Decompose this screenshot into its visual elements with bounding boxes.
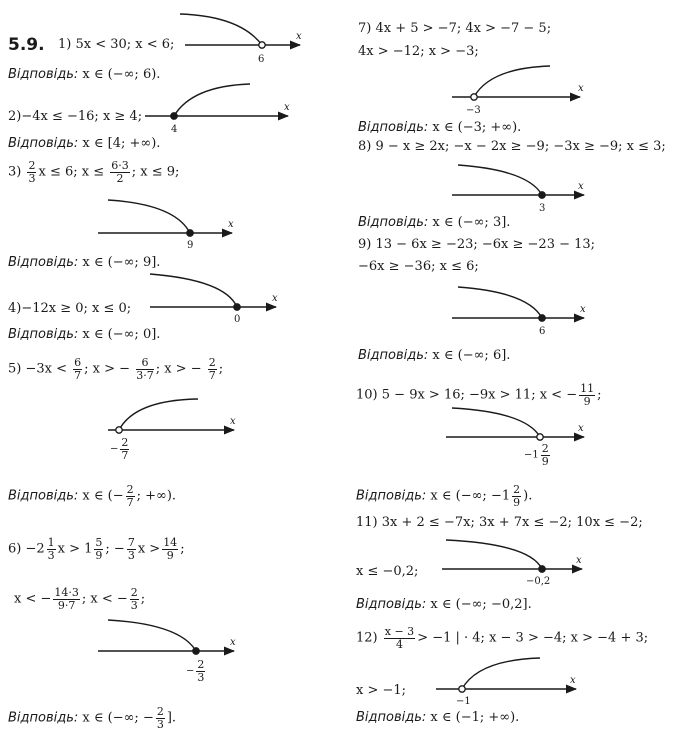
axis-label-3: x xyxy=(228,219,234,230)
item-9-work: 9) 13 − 6x ≥ −23; −6x ≥ −23 − 13; xyxy=(358,237,596,252)
axis-label-4: x xyxy=(272,293,278,304)
axis-label-1: x xyxy=(296,31,302,42)
ray-5 xyxy=(119,399,198,430)
item-5-work: 5) −3x < $\frac{6}{7}$ ; x > − $\frac{6}{3\cdot 7}$ ; x > − $\frac{2}{7}$ ; xyxy=(8,356,224,382)
ray-12 xyxy=(462,658,540,689)
ray-3 xyxy=(108,200,190,233)
item-9-answer: Відповідь: x ∈ (−∞; 6]. xyxy=(358,348,511,363)
point-11-filled xyxy=(539,566,545,572)
tick-3: 9 xyxy=(187,240,194,251)
point-1-open xyxy=(259,42,265,48)
axis-label-8: x xyxy=(578,181,584,192)
item-7-work2: 4x > −12; x > −3; xyxy=(358,44,479,59)
item-11-work: 11) 3x + 2 ≤ −7x; 3x + 7x ≤ −2; 10x ≤ −2; xyxy=(356,515,643,530)
item-8-work: 8) 9 − x ≥ 2x; −x − 2x ≥ −9; −3x ≥ −9; x ≤ 3; xyxy=(358,139,666,154)
axis-label-7: x xyxy=(578,83,584,94)
tick-1: 6 xyxy=(258,54,265,65)
point-5-open xyxy=(116,427,122,433)
point-3-filled xyxy=(187,230,193,236)
axis-label-11: x xyxy=(576,555,582,566)
item-6-work: 6) −2 $\frac{1}{3}$ x > 1 $\frac{5}{9}$ ; − $\frac{7}{3}$ x > $\frac{14}{9}$ ; xyxy=(8,536,185,562)
item-3-answer: Відповідь: x ∈ (−∞; 9]. xyxy=(8,255,161,270)
item-10-answer: Відповідь: x ∈ (−∞; −1 $\frac{2}{9}$ ). xyxy=(356,483,533,509)
item-7-answer: Відповідь: x ∈ (−3; +∞). xyxy=(358,120,522,135)
item-2-work: 2)−4x ≤ −16; x ≥ 4; xyxy=(8,109,143,124)
tick-11: −0,2 xyxy=(526,576,551,587)
item-6-work2: x < − $\frac{14\cdot 3}{9\cdot 7}$ ; x < − $\frac{2}{3}$ ; xyxy=(14,586,146,612)
item-5-answer: Відповідь: x ∈ (− $\frac{2}{7}$ ; +∞). xyxy=(8,483,177,509)
item-6-answer: Відповідь: x ∈ (−∞; − $\frac{2}{3}$ ]. xyxy=(8,705,177,731)
ray-11 xyxy=(446,540,542,569)
point-8-filled xyxy=(539,192,545,198)
item-1-answer: Відповідь: x ∈ (−∞; 6). xyxy=(8,67,161,82)
point-9-filled xyxy=(539,315,545,321)
tick-9: 6 xyxy=(539,326,546,337)
axis-label-5: x xyxy=(230,416,236,427)
item-7-work: 7) 4x + 5 > −7; 4x > −7 − 5; xyxy=(358,21,552,36)
item-12-work2: x > −1; xyxy=(356,683,407,698)
tick-4: 0 xyxy=(234,314,241,325)
tick-7: −3 xyxy=(466,105,481,116)
ray-1 xyxy=(180,14,262,45)
point-12-open xyxy=(459,686,465,692)
ray-2 xyxy=(174,84,250,116)
item-2-answer: Відповідь: x ∈ [4; +∞). xyxy=(8,136,161,151)
item-10-work: 10) 5 − 9x > 16; −9x > 11; x < − $\frac{11}{9}$ ; xyxy=(356,382,602,408)
ray-8 xyxy=(458,165,542,195)
axis-label-2: x xyxy=(284,102,290,113)
ray-7 xyxy=(474,66,550,97)
axis-label-9: x xyxy=(580,304,586,315)
ray-10 xyxy=(452,408,540,437)
tick-2: 4 xyxy=(171,124,178,135)
axis-label-10: x xyxy=(578,423,584,434)
tick-10: −1 $\frac{2}{9}$ xyxy=(524,442,549,468)
item-12-answer: Відповідь: x ∈ (−1; +∞). xyxy=(356,710,520,725)
point-10-open xyxy=(537,434,543,440)
point-2-filled xyxy=(171,113,177,119)
tick-5: − $\frac{2}{7}$ xyxy=(110,436,129,462)
item-4-work: 4)−12x ≥ 0; x ≤ 0; xyxy=(8,301,132,316)
ray-6 xyxy=(108,620,196,651)
item-9-work2: −6x ≥ −36; x ≤ 6; xyxy=(358,259,479,274)
ray-4 xyxy=(150,274,237,307)
point-4-filled xyxy=(234,304,240,310)
point-7-open xyxy=(471,94,477,100)
item-11-answer: Відповідь: x ∈ (−∞; −0,2]. xyxy=(356,597,532,612)
tick-12: −1 xyxy=(456,696,471,707)
item-12-work: 12) $\frac{x - 3}{4}$ > −1 | · 4; x − 3 > −4; x > −4 + 3; xyxy=(356,625,649,651)
item-1-work: 1) 5x < 30; x < 6; xyxy=(58,37,175,52)
item-8-answer: Відповідь: x ∈ (−∞; 3]. xyxy=(358,215,511,230)
item-3-work: 3) $\frac{2}{3}$ x ≤ 6; x ≤ $\frac{6\cdot 3}{2}$ ; x ≤ 9; xyxy=(8,159,180,185)
point-6-filled xyxy=(193,648,199,654)
tick-8: 3 xyxy=(539,203,546,214)
axis-label-6: x xyxy=(230,637,236,648)
axis-label-12: x xyxy=(570,675,576,686)
ray-9 xyxy=(458,287,542,318)
item-4-answer: Відповідь: x ∈ (−∞; 0]. xyxy=(8,327,161,342)
tick-6: − $\frac{2}{3}$ xyxy=(186,658,205,684)
item-11-work2: x ≤ −0,2; xyxy=(356,564,419,579)
exercise-title: 5.9. xyxy=(8,35,45,55)
